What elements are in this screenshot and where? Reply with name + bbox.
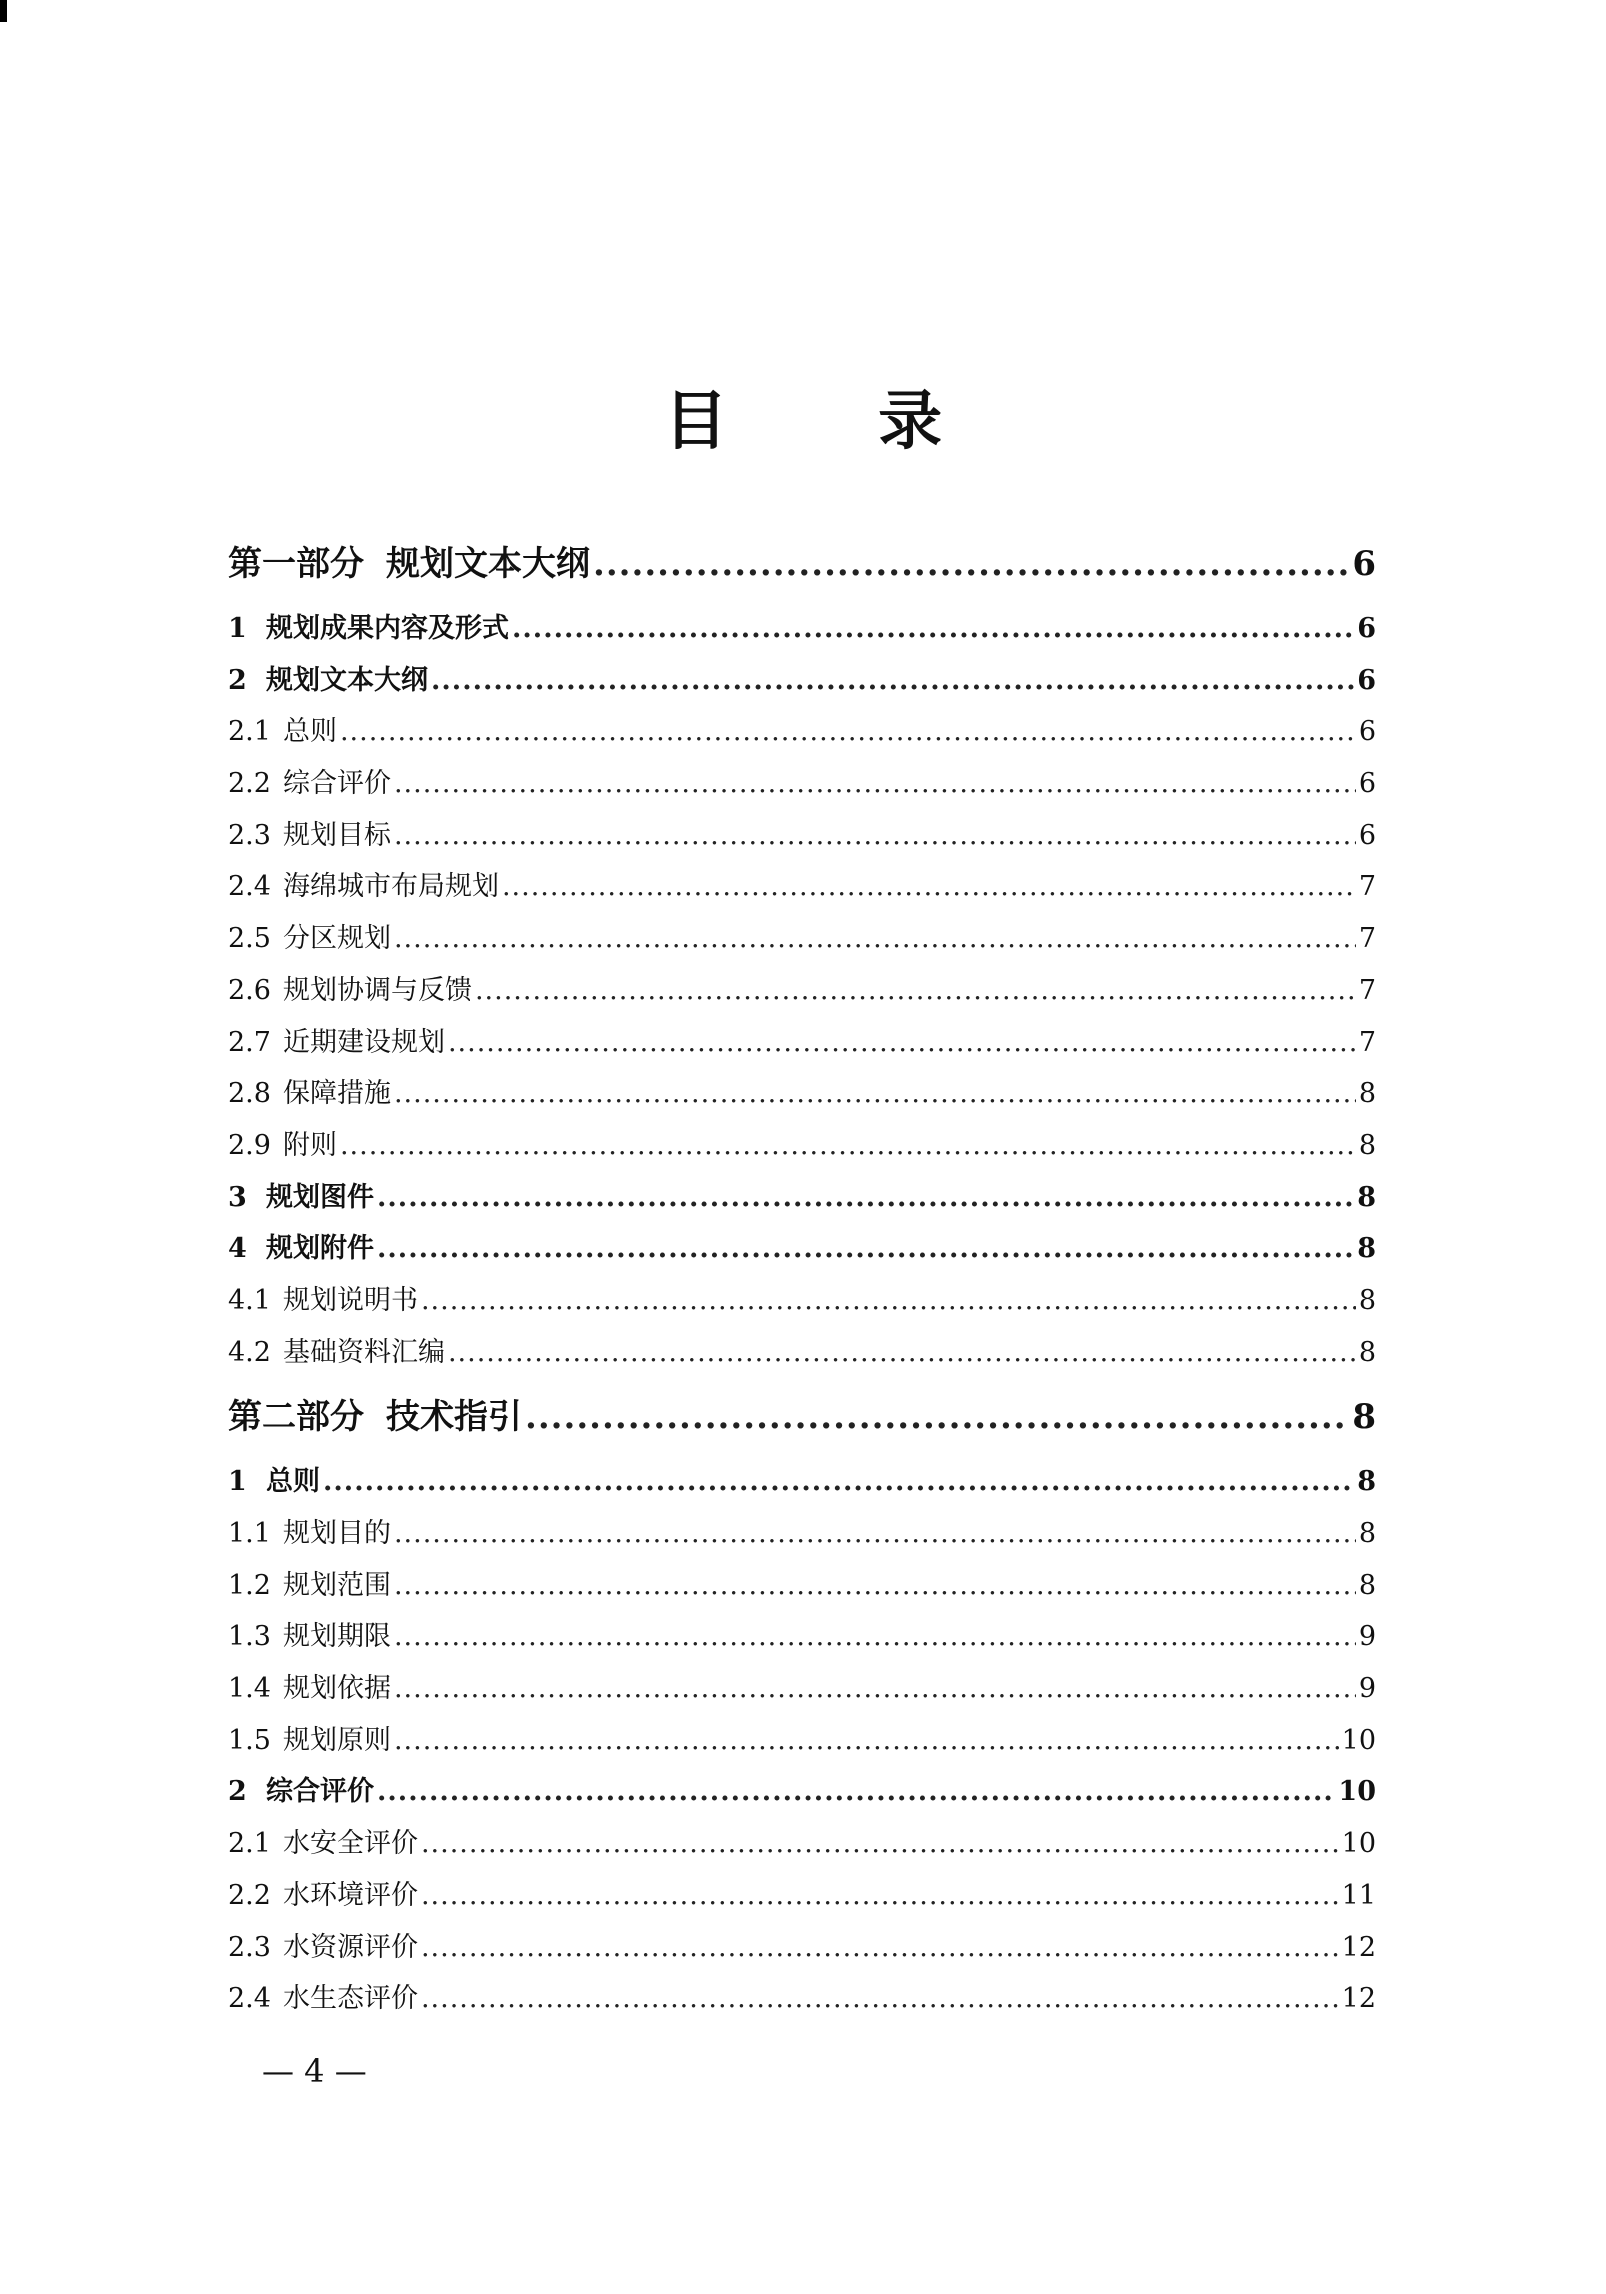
toc-entry-number: 2.7 [228, 1026, 271, 1058]
toc-entry-label [228, 525, 590, 603]
toc-entry-title: 规划协调与反馈 [282, 974, 472, 1006]
toc-entry-section[interactable] [228, 1560, 1376, 1612]
toc-entry-page: 12 [1341, 1983, 1376, 2015]
dot-leader [394, 810, 1356, 862]
toc-entry-title: 规划附件 [266, 1233, 374, 1265]
toc-entry-page: 8 [1358, 1129, 1376, 1161]
toc-entry-chapter[interactable] [228, 1223, 1376, 1275]
toc-entry-section[interactable] [228, 1818, 1376, 1870]
toc-entry-chapter[interactable] [228, 1172, 1376, 1224]
toc-entry-label [228, 913, 391, 965]
toc-entry-number: 2.9 [228, 1129, 271, 1161]
toc-entry-title: 技术指引 [386, 1397, 522, 1438]
toc-entry-title: 近期建设规划 [282, 1026, 445, 1058]
toc-entry-title: 规划说明书 [282, 1284, 418, 1316]
toc-entry-number: 2.1 [228, 716, 271, 748]
toc-entry-section[interactable] [228, 706, 1376, 758]
toc-entry-title: 规划文本大纲 [266, 664, 428, 696]
dot-leader [340, 706, 1356, 758]
toc-entry-page: 7 [1358, 871, 1376, 903]
toc-entry-label [228, 1611, 391, 1663]
dot-leader [394, 1068, 1356, 1120]
toc-entry-page: 7 [1358, 1026, 1376, 1058]
dot-leader [394, 1611, 1356, 1663]
dot-leader [394, 758, 1356, 810]
toc-entry-section[interactable] [228, 1275, 1376, 1327]
toc-entry-page: 11 [1341, 1879, 1376, 1911]
toc-entry-title: 规划文本大纲 [386, 544, 590, 584]
toc-entry-label [228, 810, 391, 862]
toc-entry-number: 1.4 [228, 1673, 271, 1705]
toc-entry-section[interactable] [228, 1508, 1376, 1560]
toc-entry-number: 2 [228, 664, 247, 696]
dot-leader [323, 1456, 1354, 1508]
toc-entry-part[interactable] [228, 1378, 1376, 1456]
toc-entry-number: 4 [228, 1233, 247, 1265]
toc-entry-title: 规划成果内容及形式 [266, 613, 509, 644]
toc-entry-number: 2.2 [228, 1879, 271, 1911]
toc-entry-page: 8 [1358, 1336, 1376, 1368]
toc-entry-label [228, 1275, 418, 1327]
dot-leader [377, 1172, 1354, 1224]
toc-entry-page: 10 [1338, 1776, 1376, 1808]
dot-leader [593, 525, 1349, 603]
toc-entry-page: 8 [1358, 1569, 1376, 1601]
toc-entry-number: 2.2 [228, 768, 271, 800]
toc-entry-title: 规划依据 [282, 1673, 391, 1705]
toc-entry-number: 第一部分 [228, 544, 364, 584]
toc-entry-page: 6 [1358, 716, 1376, 748]
toc-entry-page: 9 [1358, 1673, 1376, 1705]
toc-entry-section[interactable] [228, 1068, 1376, 1120]
scan-edge-mark [0, 0, 7, 22]
toc-entry-label [228, 1172, 374, 1224]
toc-entry-label [228, 1378, 522, 1456]
toc-entry-label [228, 1818, 418, 1870]
dot-leader [448, 1017, 1356, 1069]
toc-entry-title: 水资源评价 [282, 1931, 418, 1963]
toc-entry-section[interactable] [228, 1120, 1376, 1172]
toc-entry-title: 保障措施 [282, 1078, 391, 1110]
toc-entry-number: 2.8 [228, 1078, 271, 1110]
dot-leader [421, 1818, 1339, 1870]
toc-entry-number: 3 [228, 1181, 247, 1213]
toc-entry-section[interactable] [228, 1973, 1376, 2025]
toc-entry-section[interactable] [228, 1327, 1376, 1379]
toc-entry-title: 总则 [266, 1466, 320, 1498]
toc-entry-title: 分区规划 [282, 923, 391, 955]
toc-entry-section[interactable] [228, 913, 1376, 965]
toc-entry-title: 规划目的 [282, 1518, 391, 1549]
dot-leader [377, 1766, 1335, 1818]
toc-entry-page: 6 [1357, 613, 1376, 644]
toc-entry-page: 12 [1341, 1931, 1376, 1963]
toc-entry-title: 规划目标 [282, 819, 391, 851]
toc-entry-number: 2.5 [228, 923, 271, 955]
toc-entry-number: 1.2 [228, 1569, 271, 1601]
dot-leader [377, 1223, 1354, 1275]
toc-entry-page: 6 [1357, 664, 1376, 696]
toc-entry-number: 2.3 [228, 819, 271, 851]
toc-entry-label [228, 1870, 418, 1922]
dot-leader [502, 861, 1356, 913]
toc-entry-number: 1.1 [228, 1518, 271, 1549]
toc-entry-section[interactable] [228, 810, 1376, 862]
toc-entry-title: 水安全评价 [282, 1828, 418, 1860]
toc-entry-number: 1.5 [228, 1724, 271, 1756]
toc-entry-title: 规划期限 [282, 1621, 391, 1653]
toc-entry-page: 9 [1358, 1621, 1376, 1653]
toc-entry-page: 8 [1352, 1397, 1376, 1438]
dot-leader [525, 1378, 1349, 1456]
toc-entry-title: 规划原则 [282, 1724, 391, 1756]
toc-entry-label [228, 1327, 445, 1379]
toc-entry-title: 规划范围 [282, 1569, 391, 1601]
toc-entry-page: 10 [1341, 1724, 1376, 1756]
toc-entry-title: 海绵城市布局规划 [282, 871, 499, 903]
toc-entry-section[interactable] [228, 1922, 1376, 1974]
dot-leader [394, 1663, 1356, 1715]
toc-entry-page: 8 [1358, 1518, 1376, 1549]
toc-entry-label [228, 706, 337, 758]
toc-entry-label [228, 1560, 391, 1612]
toc-entry-title: 综合评价 [266, 1776, 374, 1808]
toc-entry-chapter[interactable] [228, 1456, 1376, 1508]
toc-entry-number: 4.1 [228, 1284, 271, 1316]
toc-entry-page: 8 [1357, 1233, 1376, 1265]
toc-entry-section[interactable] [228, 965, 1376, 1017]
toc-entry-page: 6 [1358, 819, 1376, 851]
table-of-contents [228, 525, 1376, 2025]
toc-entry-section[interactable] [228, 1017, 1376, 1069]
toc-entry-number: 2.1 [228, 1828, 271, 1860]
toc-entry-chapter[interactable] [228, 655, 1376, 707]
page-title: 目 录 [663, 384, 1007, 459]
toc-entry-label [228, 1766, 374, 1818]
toc-entry-number: 2 [228, 1776, 247, 1808]
toc-entry-label [228, 1017, 445, 1069]
dot-leader [421, 1870, 1339, 1922]
toc-entry-label [228, 655, 428, 707]
dot-leader [394, 1560, 1356, 1612]
dot-leader [394, 913, 1356, 965]
toc-entry-title: 水生态评价 [282, 1983, 418, 2015]
toc-entry-number: 1 [228, 1466, 247, 1498]
toc-entry-label [228, 1922, 418, 1974]
toc-entry-title: 水环境评价 [282, 1879, 418, 1911]
toc-entry-page: 10 [1341, 1828, 1376, 1860]
toc-entry-label [228, 965, 472, 1017]
toc-entry-number: 2.4 [228, 871, 271, 903]
toc-entry-label [228, 1068, 391, 1120]
toc-entry-label [228, 1456, 320, 1508]
page-number: — 4 — [262, 2052, 367, 2090]
toc-entry-title: 基础资料汇编 [282, 1336, 445, 1368]
toc-entry-page: 7 [1358, 974, 1376, 1006]
dot-leader [394, 1715, 1339, 1767]
dot-leader [512, 603, 1354, 655]
toc-entry-label [228, 1973, 418, 2025]
toc-entry-label [228, 861, 499, 913]
toc-entry-title: 规划图件 [266, 1181, 374, 1213]
dot-leader [421, 1922, 1339, 1974]
toc-entry-page: 8 [1357, 1466, 1376, 1498]
toc-entry-number: 2.4 [228, 1983, 271, 2015]
toc-entry-number: 第二部分 [228, 1397, 364, 1438]
toc-entry-chapter[interactable] [228, 1766, 1376, 1818]
toc-entry-page: 6 [1358, 768, 1376, 800]
dot-leader [394, 1508, 1356, 1560]
toc-entry-section[interactable] [228, 1715, 1376, 1767]
toc-entry-number: 2.3 [228, 1931, 271, 1963]
toc-entry-section[interactable] [228, 861, 1376, 913]
toc-entry-section[interactable] [228, 1870, 1376, 1922]
toc-entry-label [228, 603, 509, 655]
toc-entry-page: 6 [1352, 544, 1376, 584]
toc-entry-section[interactable] [228, 758, 1376, 810]
toc-entry-number: 2.6 [228, 974, 271, 1006]
toc-entry-title: 综合评价 [282, 768, 391, 800]
dot-leader [340, 1120, 1356, 1172]
toc-entry-number: 1.3 [228, 1621, 271, 1653]
toc-entry-page: 8 [1358, 1284, 1376, 1316]
toc-entry-label [228, 758, 391, 810]
toc-entry-page: 8 [1358, 1078, 1376, 1110]
toc-entry-title: 附则 [282, 1129, 337, 1161]
dot-leader [421, 1973, 1339, 2025]
toc-entry-number: 1 [228, 613, 247, 644]
toc-entry-page: 7 [1358, 923, 1376, 955]
toc-entry-label [228, 1508, 391, 1560]
toc-entry-label [228, 1223, 374, 1275]
toc-entry-part[interactable] [228, 525, 1376, 603]
dot-leader [475, 965, 1356, 1017]
dot-leader [421, 1275, 1356, 1327]
toc-entry-section[interactable] [228, 1663, 1376, 1715]
toc-entry-label [228, 1715, 391, 1767]
toc-entry-label [228, 1120, 337, 1172]
toc-entry-title: 总则 [282, 716, 337, 748]
toc-entry-chapter[interactable] [228, 603, 1376, 655]
toc-entry-label [228, 1663, 391, 1715]
dot-leader [431, 655, 1354, 707]
toc-entry-number: 4.2 [228, 1336, 271, 1368]
toc-entry-section[interactable] [228, 1611, 1376, 1663]
toc-entry-page: 8 [1357, 1181, 1376, 1213]
dot-leader [448, 1327, 1356, 1379]
